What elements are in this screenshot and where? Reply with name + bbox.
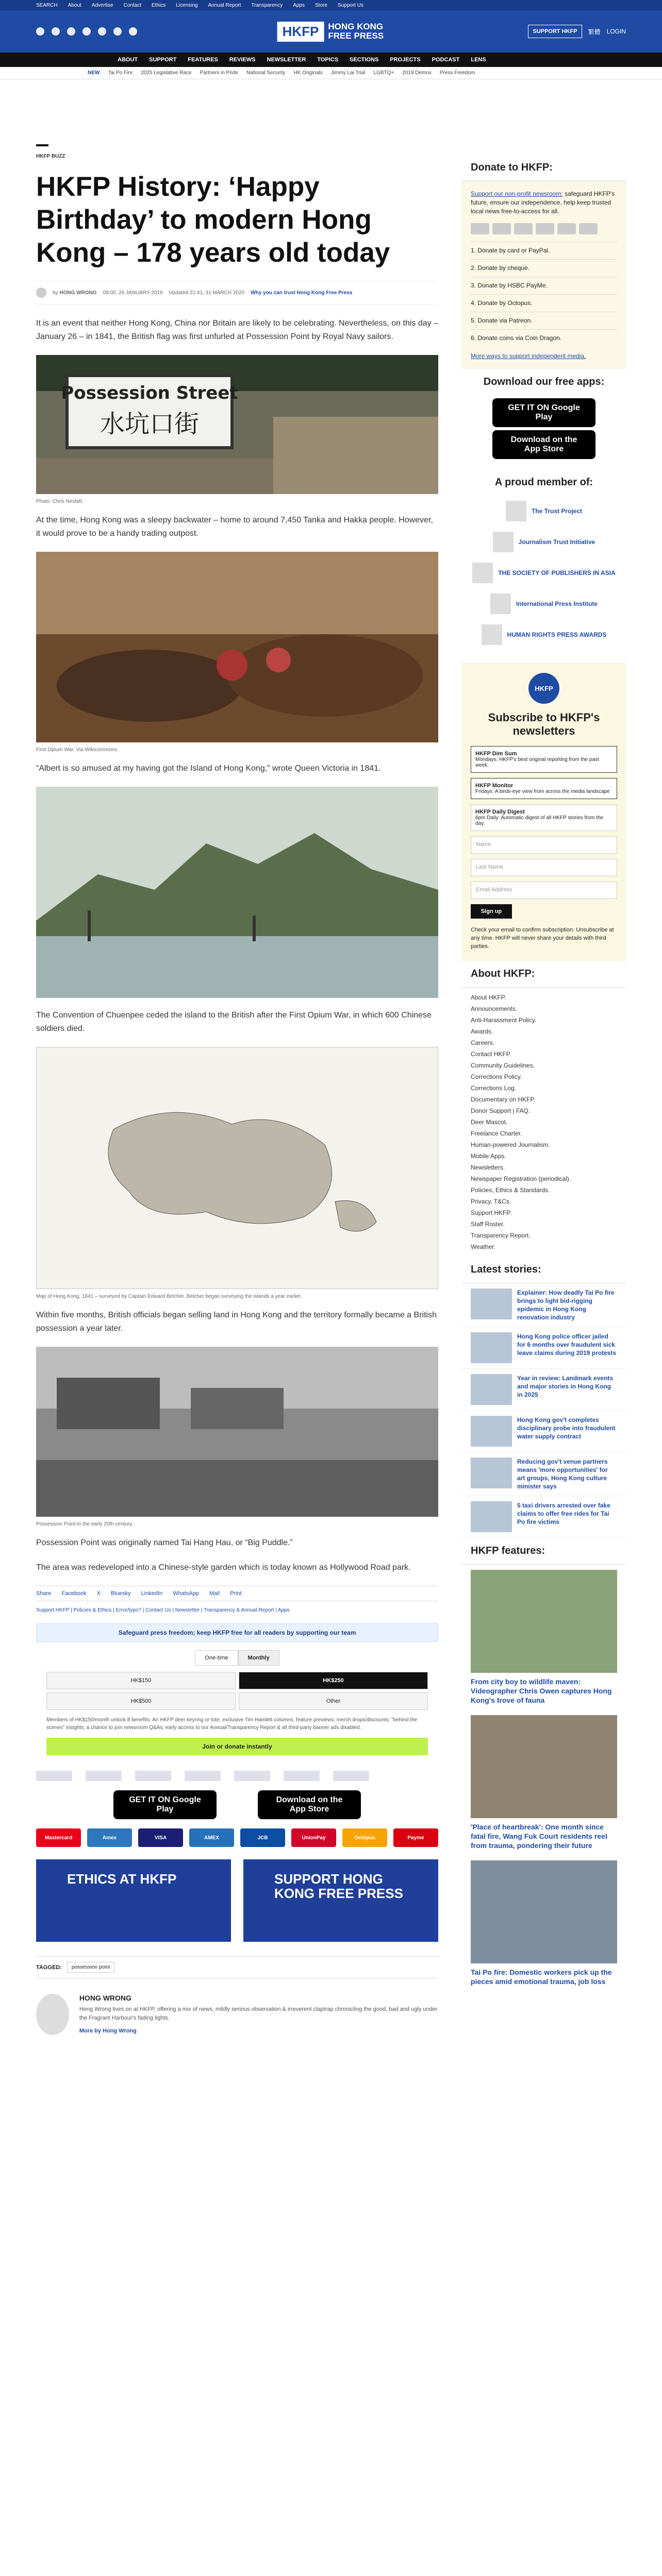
card-logo [557,223,576,234]
article-title: HKFP History: ‘Happy Birthday’ to modern Hong Kong – 178 years old today [36,172,390,268]
topbar-licensing[interactable]: Licensing [176,2,198,8]
apps-heading: Download our free apps: [483,376,605,387]
jti-icon [493,532,514,552]
amount-option-selected[interactable]: HK$250 [239,1672,428,1689]
about-item[interactable]: About HKFP. [471,994,506,1001]
payment-logo: JCB [240,1828,285,1847]
member-logo[interactable] [461,588,626,619]
donation-amounts [46,1672,428,1710]
latest-story[interactable] [461,1369,626,1411]
about-item[interactable]: Privacy, T&Cs. [471,1198,511,1205]
app-store-buttons [36,1790,438,1819]
feature-story[interactable] [461,1855,626,1991]
partner-logo [135,1771,171,1781]
site-header [0,10,662,53]
byline-prefix: by [53,290,58,296]
sidebar [461,155,626,1991]
side-google-play[interactable]: GET IT ON Google Play [492,398,595,427]
newsletter-name: HKFP Dim Sum [475,751,517,757]
ticker-label: NEW [88,70,100,76]
author-box [36,1994,438,2036]
topbar-transparency[interactable]: Transparency [251,2,283,8]
topbar-search[interactable]: SEARCH [36,2,58,8]
paragraph: Within five months, British officials began selling land in Hong Kong and the territory formally became a British possession a year later. [36,1311,437,1333]
nav-podcast[interactable]: PODCAST [432,57,460,63]
threads-icon[interactable] [113,27,122,36]
author-avatar [36,287,46,298]
story-title: Reducing gov't venue partners means 'more opportunities' for art groups, Hong Kong culture minister says [517,1458,608,1490]
latest-story[interactable] [461,1283,626,1327]
member-logo[interactable] [461,619,626,650]
amount-option[interactable]: HK$500 [46,1692,236,1710]
publish-date: 09:00, 26 JANUARY 2019 [103,290,163,296]
ticker-item[interactable]: 2019 Demos [402,70,432,76]
ethics-banner[interactable]: ETHICS AT HKFP [36,1859,231,1942]
paragraph: At the time, Hong Kong was a sleepy backwater – home to around 7,450 Tanka and Hakka people. However, it would prove to be a handy trading outpost. [36,516,433,538]
nav-topics[interactable]: TOPICS [317,57,339,63]
newsletter-option[interactable] [471,778,617,799]
paragraph: It is an event that neither Hong Kong, China nor Britain are likely to be celebrating. Nevertheless, on this day – January 26 – in 1841, the British flag was first unfurled at Possession Point by Royal Navy sailors. [36,319,438,341]
member-name: THE SOCIETY OF PUBLISHERS IN ASIA [498,569,616,577]
ticker-item[interactable]: Press Freedom [439,70,475,76]
nav-sections[interactable]: SECTIONS [350,57,379,63]
social-links [36,27,137,36]
about-item[interactable]: Newspaper Registration (periodical). [471,1175,571,1182]
article-meta [36,281,438,304]
support-banner[interactable]: SUPPORT HONG KONG FREE PRESS [243,1859,438,1942]
caption: Possession Point in the early 20th century. [36,1521,134,1527]
tag-link[interactable]: possession point [67,1962,115,1973]
author-avatar-large [36,1994,69,2035]
newsletter-option[interactable] [471,746,617,773]
nav-reviews[interactable]: REVIEWS [229,57,256,63]
feature-story[interactable] [461,1710,626,1855]
street-sign-photo [36,355,438,494]
donate-text: safeguard HKFP's future, ensure our independence, help keep trusted local news free-to-access for all. [471,190,615,215]
about-item[interactable]: Weather. [471,1243,495,1250]
donate-box [461,181,626,369]
ticker-item[interactable]: Jimmy Lai Trial [330,70,366,76]
payment-methods [36,1828,438,1847]
caption: Map of Hong Kong, 1841 – surveyed by Captain Edward Belcher. Belcher began surveying the islands a year earlier. [36,1294,302,1299]
about-item[interactable]: Anti-Harassment Policy. [471,1016,537,1024]
bluesky-icon[interactable] [129,27,137,36]
donate-step[interactable]: 4. Donate by Octopus. [471,294,617,312]
about-item[interactable]: Corrections Policy. [471,1073,522,1080]
ticker-item[interactable]: Partners in Pride [200,70,239,76]
nav-lens[interactable]: LENS [471,57,486,63]
logo-text: HONG KONG FREE PRESS [328,22,384,41]
tagged-label: TAGGED: [36,1964,62,1971]
ticker-item[interactable]: LGBTQ+ [373,70,394,76]
newsletter-name: HKFP Monitor [475,783,514,789]
promo-banners [36,1859,438,1942]
monthly-toggle[interactable]: Monthly [238,1650,279,1666]
share-linkedin[interactable]: LinkedIn [141,1590,163,1597]
newsletter-option[interactable] [471,804,617,831]
nav-features[interactable]: FEATURES [188,57,218,63]
payment-logo: Amex [87,1828,132,1847]
story-title: Hong Kong police officer jailed for 6 months over fraudulent sick leave claims during 2019 protests [517,1333,617,1357]
about-item[interactable]: Deer Mascot. [471,1118,508,1126]
partner-logo [185,1771,221,1781]
signup-button[interactable]: Sign up [471,904,512,919]
language-switch[interactable]: 繁體 [588,28,601,36]
payment-logo: VISA [138,1828,183,1847]
donate-link[interactable]: Support our non-profit newsroom: [471,190,563,197]
newsletter-desc: 6pm Daily: Automatic digest of all HKFP stories from the day. [475,815,604,826]
story-thumb [471,1289,512,1319]
topbar-advertise[interactable]: Advertise [91,2,113,8]
ticker-item[interactable]: National Security [246,70,286,76]
more-by-author[interactable]: More by Hong Wrong [79,2028,137,2034]
about-heading: About HKFP: [461,961,626,988]
amount-option[interactable]: HK$150 [46,1672,236,1689]
about-item[interactable]: Staff Roster. [471,1221,505,1228]
payment-logo: Mastercard [36,1828,81,1847]
story-thumb [471,1332,512,1363]
article-category[interactable]: HKFP BUZZ [36,154,65,159]
one-time-toggle[interactable]: One-time [195,1650,238,1666]
member-heading: A proud member of: [494,477,593,488]
subscribe-note: Check your email to confirm subscription. Unsubscribe at any time. HKFP will never share your details with third parties. [471,927,614,950]
about-item[interactable]: Mobile Apps. [471,1153,506,1160]
paragraph: The area was redeveloped into a Chinese-style garden which is today known as Hollywood Road park. [36,1563,411,1572]
payment-logo: Payme [393,1828,438,1847]
card-logo [514,223,533,234]
share-whatsapp[interactable]: WhatsApp [173,1590,199,1597]
feature-story[interactable] [461,1565,626,1710]
partner-logos [36,1771,438,1781]
card-logo [536,223,554,234]
amount-other[interactable]: Other [239,1692,428,1710]
latest-story[interactable] [461,1327,626,1369]
youtube-icon[interactable] [82,27,91,36]
newsletter-name: HKFP Daily Digest [475,809,525,815]
share-x[interactable]: X [96,1590,101,1597]
member-logo[interactable] [461,527,626,557]
about-item[interactable]: Support HKFP. [471,1209,512,1216]
harbour-painting [36,787,438,998]
about-item[interactable]: Corrections Log. [471,1084,517,1092]
features-heading: HKFP features: [461,1538,626,1565]
author-bio: Hong Wrong lives on at HKFP, offering a mix of news, mildly serious observation & irreverent claptrap chronicling the good, bad and ugly under the Fragrant Harbour's fading lights. [79,2006,438,2021]
opium-war-painting [36,552,438,742]
google-play-button[interactable]: GET IT ON Google Play [113,1790,217,1819]
payment-logo: AMEX [189,1828,234,1847]
x-icon[interactable] [52,27,60,36]
about-list [461,988,626,1257]
feature-image [471,1570,617,1673]
latest-story[interactable] [461,1496,626,1538]
linkedin-icon[interactable] [98,27,106,36]
topbar-support[interactable]: Support Us [337,2,363,8]
figure-map [36,1047,438,1299]
about-item[interactable]: Donor Support | FAQ. [471,1107,531,1114]
story-thumb [471,1416,512,1447]
donation-frequency [36,1650,438,1666]
support-cta[interactable]: Safeguard press freedom; keep HKFP free for all readers by supporting our team [36,1623,438,1642]
hrpa-icon [482,624,502,645]
title-rule [36,144,48,146]
nav-projects[interactable]: PROJECTS [390,57,421,63]
story-title: 5 taxi drivers arrested over fake claims to offer free rides for Tai Po fire victims [517,1502,610,1526]
about-item[interactable]: Policies, Ethics & Standards. [471,1187,550,1194]
about-item[interactable]: Transparency Report. [471,1232,531,1239]
topbar-store[interactable]: Store [315,2,327,8]
about-item[interactable]: Freelance Charter. [471,1130,522,1137]
caption: Photo: Chris Nesbitt. [36,499,84,504]
card-logo [579,223,598,234]
email-input[interactable]: Email Address [471,882,617,899]
side-app-store[interactable]: Download on the App Store [492,430,595,459]
member-name: International Press Institute [516,600,598,607]
about-item[interactable]: Newsletters. [471,1164,505,1171]
topbar-about[interactable]: About [68,2,81,8]
about-item[interactable]: Documentary on HKFP. [471,1096,536,1103]
historic-map [36,1047,438,1289]
nav-newsletter[interactable]: NEWSLETTER [267,57,306,63]
about-item[interactable]: Announcements. [471,1005,518,1012]
share-print[interactable]: Print [230,1590,242,1597]
top-utility-bar [0,0,662,10]
figure-opium-war [36,552,438,753]
share-label: Share [36,1590,52,1597]
logo-mark: HKFP [277,22,324,42]
possession-point-photo [36,1347,438,1517]
card-logo [471,223,489,234]
ticker-item[interactable]: 2025 Legislative Race [141,70,192,76]
author-name[interactable]: HONG WRONG [79,1994,131,2002]
donate-step[interactable]: 5. Donate via Patreon. [471,312,617,329]
topbar-ethics[interactable]: Ethics [151,2,166,8]
story-thumb [471,1374,512,1405]
feature-image [471,1860,617,1963]
feature-image [471,1715,617,1818]
donate-heading: Donate to HKFP: [461,155,626,181]
feature-title: Tai Po fire: Domestic workers pick up the pieces amid emotional trauma, job loss [471,1968,612,1986]
partner-logo [36,1771,72,1781]
sign-english: Possession Street [61,383,238,403]
instagram-icon[interactable] [67,27,75,36]
donate-step[interactable]: 1. Donate by card or PayPal. [471,242,617,259]
more-ways-link[interactable]: More ways to support independent media. [471,352,586,360]
figure-possession-point [36,1347,438,1527]
topbar-annual-report[interactable]: Annual Report [208,2,241,8]
donate-step[interactable]: 3. Donate by HSBC PayMe. [471,277,617,294]
about-item[interactable]: Awards. [471,1028,493,1035]
about-item[interactable]: Community Guidelines. [471,1062,535,1069]
facebook-icon[interactable] [36,27,44,36]
ticker-item[interactable]: HK Originals [293,70,323,76]
share-bluesky[interactable]: Bluesky [111,1590,131,1597]
author-link[interactable]: HONG WRONG [59,290,97,296]
story-thumb [471,1458,512,1488]
figure-street-sign [36,355,438,504]
donate-step[interactable]: 6. Donate coins via Coin Dragon. [471,329,617,347]
newsletter-box [461,663,626,961]
article-main [36,144,438,2046]
member-name: HUMAN RIGHTS PRESS AWARDS [507,631,607,638]
about-item[interactable]: Contact HKFP. [471,1050,511,1058]
app-store-button[interactable]: Download on the App Store [258,1790,361,1819]
about-item[interactable]: Human-powered Journalism. [471,1141,550,1148]
story-title: Explainer: How deadly Tai Po fire brings to light bid-rigging epidemic in Hong Kong renovation industry [517,1289,615,1321]
updated-date: Updated 21:41, 31 MARCH 2020 [169,290,245,296]
figure-harbour-painting [36,787,438,999]
topbar-contact[interactable]: Contact [123,2,141,8]
member-benefits: Members of HK$150/month unlock 8 benefits: An HKFP deer keyring or tote; exclusive Tim Hamlett columns; feature previews; merch drops/discounts; "behind the scenes" insights; a chance to join newsroom Q&As; early access to our Annual/Transparency Report & all third-party banner ads disabled. [46,1717,418,1731]
sopa-icon [472,563,493,583]
newsletter-heading: Subscribe to HKFP's newsletters [488,711,600,737]
hkfp-circle-logo: HKFP [528,673,559,704]
card-logo [492,223,511,234]
partner-logo [86,1771,122,1781]
newsletter-desc: Mondays: HKFP's best original reporting from the past week. [475,757,599,768]
feature-title: From city boy to wildlife maven: Videographer Chris Owen captures Hong Kong's trove of fauna [471,1677,612,1704]
newsletter-desc: Fridays: A birds-eye view from across the media landscape [475,789,610,794]
partner-logo [284,1771,320,1781]
latest-heading: Latest stories: [461,1257,626,1283]
paragraph: The Convention of Chuenpee ceded the island to the British after the First Opium War, in which 600 Chinese soldiers died. [36,1011,432,1033]
support-hkfp-button[interactable]: SUPPORT HKFP [528,25,582,38]
trust-link[interactable]: Why you can trust Hong Kong Free Press [251,290,353,296]
feature-title: 'Place of heartbreak': One month since fatal fire, Wang Fuk Court residents reel from trauma, pondering their future [471,1823,607,1850]
trending-ticker [0,67,662,79]
latest-story[interactable] [461,1411,626,1452]
member-name: Journalism Trust Initiative [518,538,595,546]
payment-logo: UnionPay [291,1828,336,1847]
ticker-item[interactable]: Tai Po Fire [108,70,133,76]
tags-bar [36,1956,438,1978]
share-bar [36,1586,438,1601]
site-logo[interactable] [277,22,385,42]
last-name-input[interactable]: Last Name [471,859,617,876]
ipi-icon [490,594,511,614]
story-title: Hong Kong gov't completes disciplinary probe into fraudulent water supply contract [517,1416,616,1440]
trust-project-icon [506,501,526,521]
nav-support[interactable]: SUPPORT [149,57,177,63]
member-logo[interactable] [461,557,626,588]
payment-logo: Octopus [342,1828,387,1847]
about-item[interactable]: Careers. [471,1039,495,1046]
topbar-apps[interactable]: Apps [293,2,305,8]
story-thumb [471,1501,512,1532]
nav-about[interactable]: ABOUT [118,57,138,63]
story-title: Year in review: Landmark events and major stories in Hong Kong in 2025 [517,1375,614,1398]
partner-logo [333,1771,369,1781]
latest-story[interactable] [461,1452,626,1496]
footer-links[interactable]: Support HKFP | Policies & Ethics | Error/typo? | Contact Us | Newsletter | Transparency & Annual Report | Apps [36,1607,290,1613]
donate-step[interactable]: 2. Donate by cheque. [471,259,617,277]
first-name-input[interactable]: Name [471,836,617,854]
paragraph: “Albert is so amused at my having got the Island of Hong Kong,” wrote Queen Victoria in 1841. [36,764,381,773]
sign-chinese: 水坑口街 [100,410,200,438]
share-facebook[interactable]: Facebook [61,1590,87,1597]
main-nav [0,53,662,67]
share-mail[interactable]: Mail [209,1590,220,1597]
partner-logo [234,1771,270,1781]
join-button[interactable]: Join or donate instantly [46,1738,428,1755]
caption: First Opium War. Via Wikicommons. [36,747,119,753]
paragraph: Possession Point was originally named Tai Hang Hau, or “Big Puddle.” [36,1538,293,1547]
login-link[interactable]: LOGIN [606,28,626,35]
member-name: The Trust Project [531,507,583,515]
member-logo[interactable] [461,496,626,527]
payment-cards [471,223,617,234]
